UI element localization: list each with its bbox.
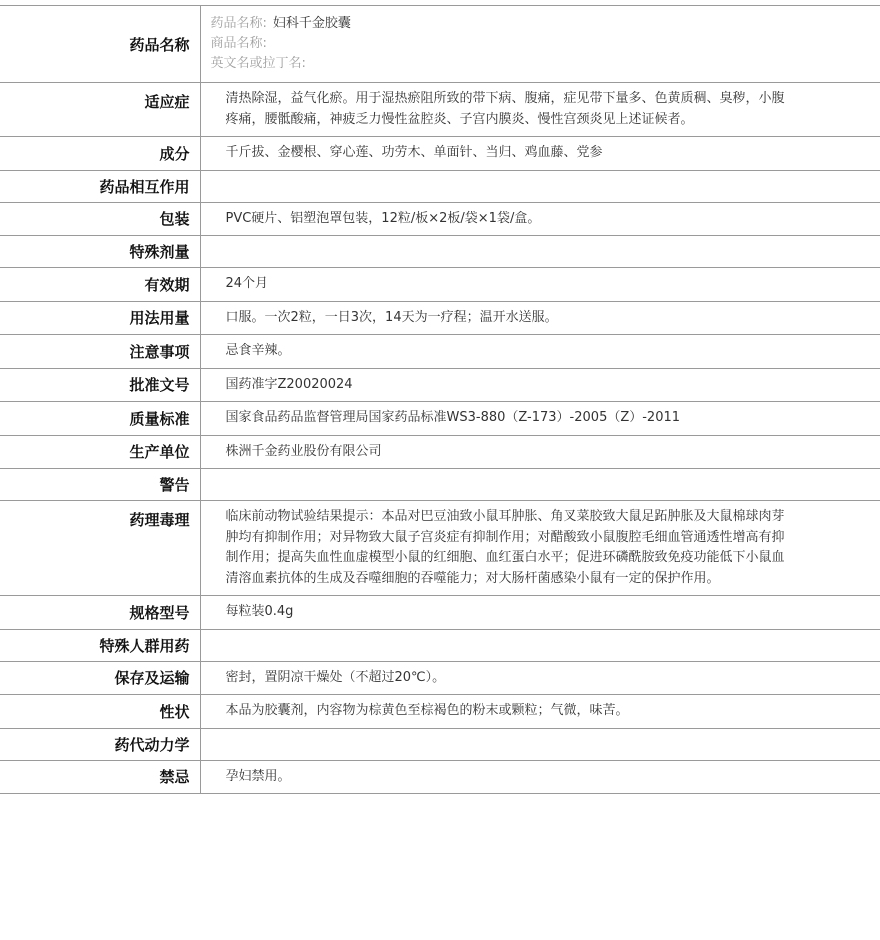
row-value: 株洲千金药业股份有限公司 [225, 443, 382, 459]
row-special-dosage [0, 236, 880, 268]
row-label: 有效期 [0, 268, 200, 302]
row-storage [0, 661, 880, 695]
row-indications [0, 83, 880, 137]
row-contraindications [0, 760, 880, 794]
row-label: 药理毒理 [0, 501, 200, 596]
row-value: 清热除湿，益气化瘀。用于湿热瘀阻所致的带下病、腹痛，症见带下量多、色黄质稠、臭秽，小腹疼痛，腰骶酸痛，神疲乏力慢性盆腔炎、子宫内膜炎、慢性宫颈炎见上述证候者。 [225, 91, 785, 127]
row-label: 生产单位 [0, 435, 200, 469]
row-label: 特殊人群用药 [0, 629, 200, 661]
row-warning [0, 469, 880, 501]
row-value [200, 728, 880, 760]
row-approval-number [0, 368, 880, 402]
row-special-population [0, 629, 880, 661]
row-value: 孕妇禁用。 [225, 768, 291, 784]
row-label: 包装 [0, 202, 200, 236]
row-value [200, 170, 880, 202]
name-block [200, 6, 880, 83]
row-drug-name [0, 6, 880, 83]
row-value [200, 469, 880, 501]
row-label: 用法用量 [0, 301, 200, 335]
row-pharmacology [0, 501, 880, 596]
row-label: 保存及运输 [0, 661, 200, 695]
row-value: PVC硬片、铝塑泡罩包装，12粒/板×2板/袋×1袋/盒。 [225, 210, 541, 226]
row-label: 药品相互作用 [0, 170, 200, 202]
row-value: 忌食辛辣。 [225, 343, 291, 358]
row-precautions [0, 335, 880, 369]
trade-name-label: 商品名称: [210, 36, 267, 51]
row-packaging [0, 202, 880, 236]
row-label: 药代动力学 [0, 728, 200, 760]
row-label: 警告 [0, 469, 200, 501]
row-label: 禁忌 [0, 760, 200, 794]
row-label: 适应症 [0, 83, 200, 137]
row-usage [0, 301, 880, 335]
row-label: 注意事项 [0, 335, 200, 369]
row-label: 药品名称 [0, 6, 200, 83]
row-value: 本品为胶囊剂，内容物为棕黄色至棕褐色的粉末或颗粒；气微，味苦。 [225, 703, 629, 718]
row-value [200, 629, 880, 661]
row-value: 临床前动物试验结果提示：本品对巴豆油致小鼠耳肿胀、角叉菜胶致大鼠足跖肿胀及大鼠棉球肉芽肿均有抑制作用；对异物致大鼠子宫炎症有抑制作用；对醋酸致小鼠腹腔毛细血管通透性增高有抑制作用；提高失血性血虚模型小鼠的红细胞、血红蛋白水平；促进环磷酰胺致免疫功能低下小鼠血清溶血素抗体的生成及吞噬细胞的吞噬能力；对大肠杆菌感染小鼠有一定的保护作用。 [225, 509, 785, 586]
row-manufacturer [0, 435, 880, 469]
row-value: 每粒装0.4g [225, 604, 294, 619]
generic-name-line [211, 14, 871, 34]
row-pharmacokinetics [0, 728, 880, 760]
generic-name-value: 妇科千金胶囊 [272, 16, 351, 31]
row-value [200, 236, 880, 268]
row-specification [0, 596, 880, 630]
generic-name-label: 药品名称: [210, 16, 267, 31]
row-value: 口服。一次2粒，一日3次，14天为一疗程；温开水送服。 [225, 309, 558, 325]
drug-info-table [0, 5, 880, 794]
row-value: 密封，置阴凉干燥处（不超过20℃）。 [225, 669, 446, 685]
row-ingredients [0, 137, 880, 171]
row-value: 千斤拔、金樱根、穿心莲、功劳木、单面针、当归、鸡血藤、党参 [225, 145, 603, 160]
row-label: 规格型号 [0, 596, 200, 630]
row-value: 国药准字Z20020024 [225, 376, 353, 392]
row-value: 国家食品药品监督管理局国家药品标准WS3-880（Z-173）-2005（Z）-2011 [225, 410, 681, 425]
row-quality-standard [0, 402, 880, 436]
row-interactions [0, 170, 880, 202]
row-value: 24个月 [225, 276, 269, 291]
row-validity [0, 268, 880, 302]
row-label: 性状 [0, 695, 200, 729]
row-label: 成分 [0, 137, 200, 171]
row-label: 质量标准 [0, 402, 200, 436]
row-label: 特殊剂量 [0, 236, 200, 268]
english-name-label: 英文名或拉丁名: [210, 56, 306, 71]
row-character [0, 695, 880, 729]
row-label: 批准文号 [0, 368, 200, 402]
